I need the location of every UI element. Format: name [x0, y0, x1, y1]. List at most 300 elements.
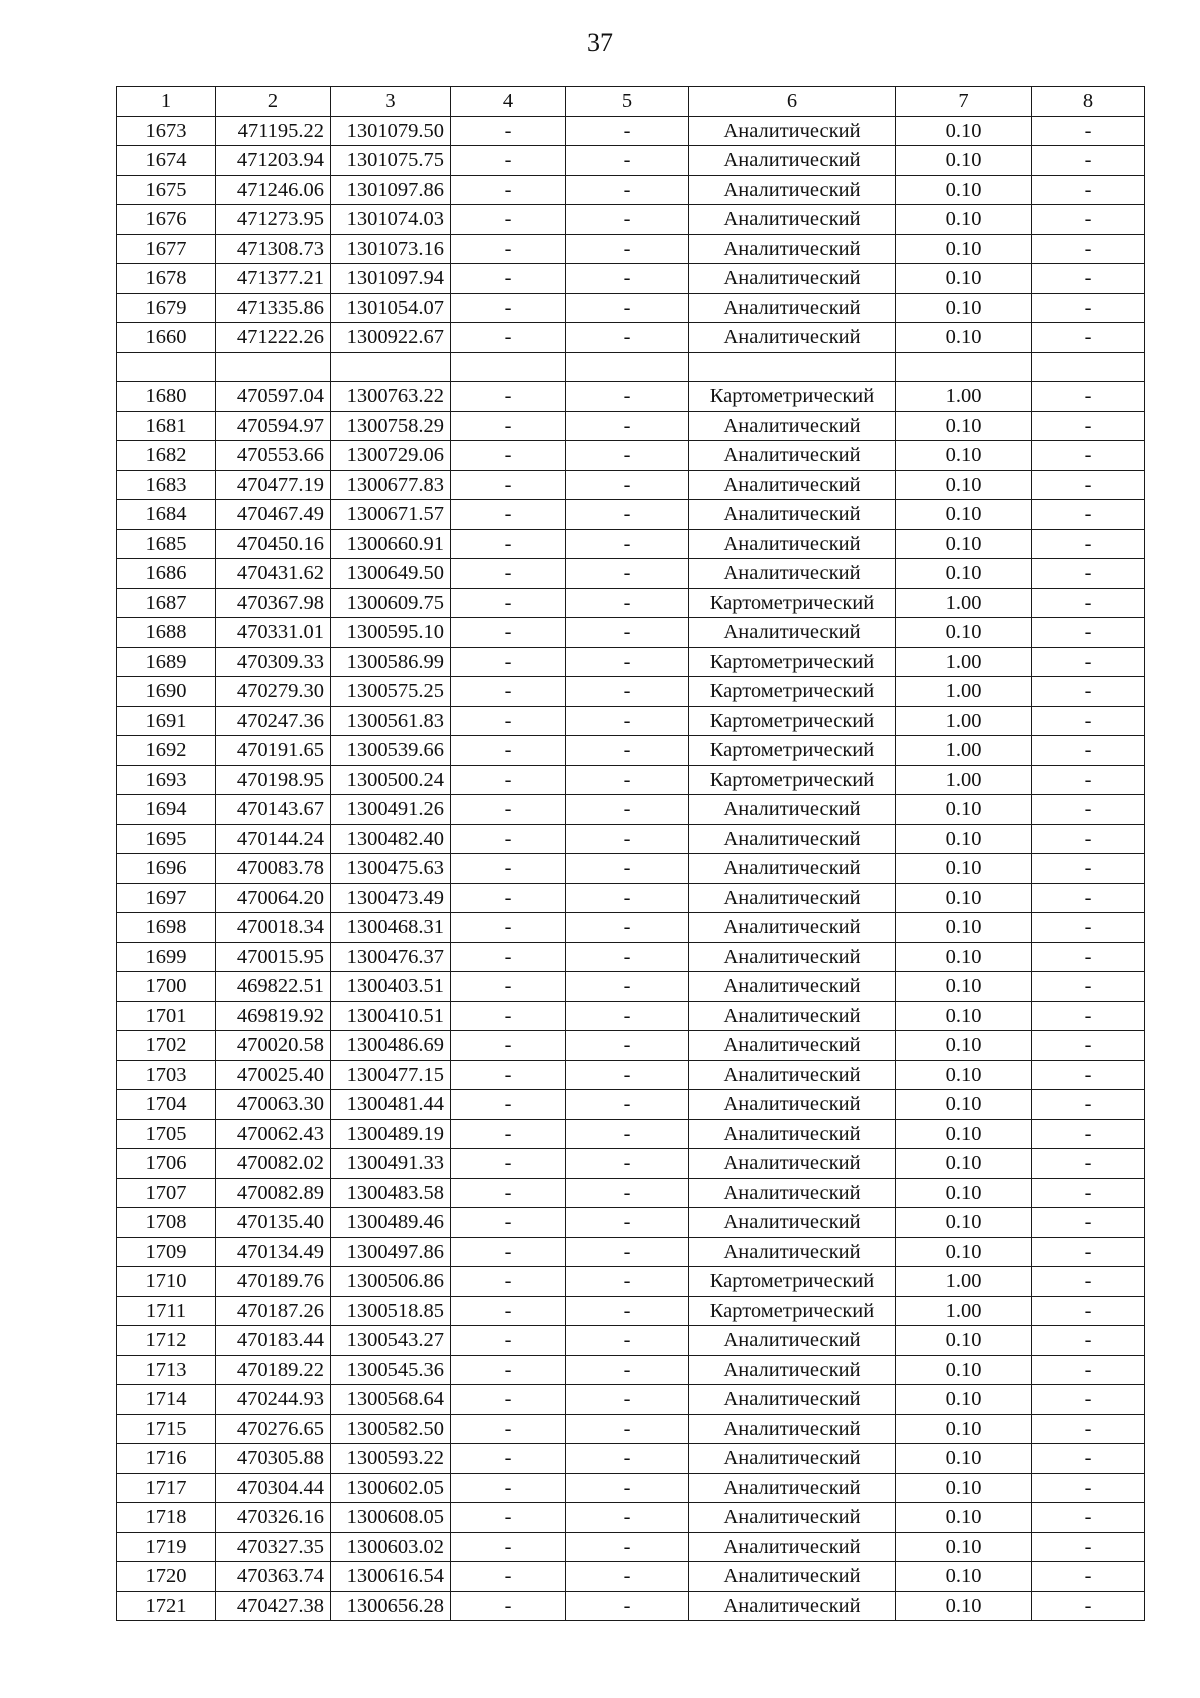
accuracy-cell: 0.10: [896, 883, 1032, 913]
point-number-cell: 1721: [117, 1591, 216, 1621]
accuracy-cell: 0.10: [896, 175, 1032, 205]
y-coordinate-cell: 1301097.94: [331, 264, 451, 294]
table-row: [117, 441, 1145, 471]
col5-cell: -: [566, 1296, 689, 1326]
col8-cell: [1032, 352, 1145, 382]
col4-cell: -: [451, 1591, 566, 1621]
y-coordinate-cell: 1300500.24: [331, 765, 451, 795]
col4-cell: -: [451, 677, 566, 707]
col4-cell: -: [451, 293, 566, 323]
col8-cell: -: [1032, 1503, 1145, 1533]
accuracy-cell: 0.10: [896, 323, 1032, 353]
y-coordinate-cell: 1300603.02: [331, 1532, 451, 1562]
col8-cell: -: [1032, 1326, 1145, 1356]
column-header: 7: [896, 87, 1032, 117]
col8-cell: -: [1032, 382, 1145, 412]
col4-cell: -: [451, 647, 566, 677]
col4-cell: -: [451, 1178, 566, 1208]
column-header: 3: [331, 87, 451, 117]
table-row: [117, 588, 1145, 618]
col8-cell: -: [1032, 1001, 1145, 1031]
col4-cell: -: [451, 1296, 566, 1326]
col5-cell: -: [566, 1031, 689, 1061]
col4-cell: -: [451, 1444, 566, 1474]
x-coordinate-cell: 470064.20: [216, 883, 331, 913]
col8-cell: -: [1032, 677, 1145, 707]
col5-cell: -: [566, 470, 689, 500]
point-number-cell: 1688: [117, 618, 216, 648]
col8-cell: -: [1032, 1178, 1145, 1208]
method-cell: Картометрический: [689, 647, 896, 677]
y-coordinate-cell: 1300489.19: [331, 1119, 451, 1149]
col4-cell: -: [451, 529, 566, 559]
x-coordinate-cell: 470134.49: [216, 1237, 331, 1267]
accuracy-cell: [896, 352, 1032, 382]
col4-cell: -: [451, 1414, 566, 1444]
method-cell: Аналитический: [689, 1414, 896, 1444]
y-coordinate-cell: 1300482.40: [331, 824, 451, 854]
column-header: 2: [216, 87, 331, 117]
accuracy-cell: 1.00: [896, 382, 1032, 412]
accuracy-cell: 0.10: [896, 116, 1032, 146]
col5-cell: -: [566, 736, 689, 766]
y-coordinate-cell: 1300410.51: [331, 1001, 451, 1031]
col8-cell: -: [1032, 264, 1145, 294]
table-row: [117, 765, 1145, 795]
x-coordinate-cell: 470144.24: [216, 824, 331, 854]
y-coordinate-cell: 1300518.85: [331, 1296, 451, 1326]
x-coordinate-cell: 471335.86: [216, 293, 331, 323]
method-cell: Аналитический: [689, 854, 896, 884]
col8-cell: -: [1032, 175, 1145, 205]
accuracy-cell: 0.10: [896, 854, 1032, 884]
col5-cell: -: [566, 1149, 689, 1179]
col8-cell: -: [1032, 470, 1145, 500]
method-cell: Аналитический: [689, 1385, 896, 1415]
accuracy-cell: 0.10: [896, 500, 1032, 530]
col4-cell: -: [451, 1267, 566, 1297]
method-cell: Аналитический: [689, 1562, 896, 1592]
y-coordinate-cell: 1300468.31: [331, 913, 451, 943]
table-row: [117, 1503, 1145, 1533]
accuracy-cell: 0.10: [896, 1414, 1032, 1444]
col8-cell: -: [1032, 588, 1145, 618]
col5-cell: -: [566, 677, 689, 707]
col5-cell: -: [566, 1503, 689, 1533]
x-coordinate-cell: 469822.51: [216, 972, 331, 1002]
col4-cell: -: [451, 1532, 566, 1562]
accuracy-cell: 0.10: [896, 1001, 1032, 1031]
y-coordinate-cell: 1300491.26: [331, 795, 451, 825]
point-number-cell: 1683: [117, 470, 216, 500]
table-row: [117, 146, 1145, 176]
point-number-cell: 1681: [117, 411, 216, 441]
accuracy-cell: 1.00: [896, 706, 1032, 736]
y-coordinate-cell: 1300539.66: [331, 736, 451, 766]
col4-cell: -: [451, 706, 566, 736]
col4-cell: -: [451, 1355, 566, 1385]
col4-cell: -: [451, 441, 566, 471]
accuracy-cell: 0.10: [896, 411, 1032, 441]
col4-cell: -: [451, 500, 566, 530]
y-coordinate-cell: 1300729.06: [331, 441, 451, 471]
table-row: [117, 1060, 1145, 1090]
x-coordinate-cell: 470135.40: [216, 1208, 331, 1238]
point-number-cell: 1701: [117, 1001, 216, 1031]
accuracy-cell: 0.10: [896, 205, 1032, 235]
col4-cell: -: [451, 1119, 566, 1149]
y-coordinate-cell: 1300486.69: [331, 1031, 451, 1061]
col5-cell: -: [566, 175, 689, 205]
point-number-cell: 1709: [117, 1237, 216, 1267]
col5-cell: -: [566, 323, 689, 353]
method-cell: Аналитический: [689, 175, 896, 205]
col4-cell: -: [451, 382, 566, 412]
col8-cell: -: [1032, 1060, 1145, 1090]
col8-cell: -: [1032, 1119, 1145, 1149]
point-number-cell: 1699: [117, 942, 216, 972]
table-row: [117, 1149, 1145, 1179]
col4-cell: -: [451, 559, 566, 589]
point-number-cell: 1714: [117, 1385, 216, 1415]
y-coordinate-cell: 1300609.75: [331, 588, 451, 618]
accuracy-cell: 0.10: [896, 529, 1032, 559]
col8-cell: -: [1032, 1414, 1145, 1444]
accuracy-cell: 0.10: [896, 972, 1032, 1002]
accuracy-cell: 0.10: [896, 1090, 1032, 1120]
col5-cell: -: [566, 1267, 689, 1297]
x-coordinate-cell: 471246.06: [216, 175, 331, 205]
y-coordinate-cell: 1300595.10: [331, 618, 451, 648]
table-row: [117, 1178, 1145, 1208]
x-coordinate-cell: 470189.22: [216, 1355, 331, 1385]
accuracy-cell: 0.10: [896, 1385, 1032, 1415]
y-coordinate-cell: 1301074.03: [331, 205, 451, 235]
col8-cell: -: [1032, 1237, 1145, 1267]
method-cell: Аналитический: [689, 264, 896, 294]
method-cell: Аналитический: [689, 116, 896, 146]
table-row: [117, 706, 1145, 736]
x-coordinate-cell: 470063.30: [216, 1090, 331, 1120]
col8-cell: -: [1032, 500, 1145, 530]
point-number-cell: 1705: [117, 1119, 216, 1149]
method-cell: Аналитический: [689, 1031, 896, 1061]
col8-cell: -: [1032, 1149, 1145, 1179]
col4-cell: -: [451, 736, 566, 766]
col8-cell: -: [1032, 1444, 1145, 1474]
col8-cell: -: [1032, 1208, 1145, 1238]
method-cell: Аналитический: [689, 1001, 896, 1031]
accuracy-cell: 0.10: [896, 942, 1032, 972]
y-coordinate-cell: 1301097.86: [331, 175, 451, 205]
x-coordinate-cell: [216, 352, 331, 382]
point-number-cell: 1695: [117, 824, 216, 854]
col5-cell: -: [566, 1237, 689, 1267]
y-coordinate-cell: 1300403.51: [331, 972, 451, 1002]
y-coordinate-cell: 1300543.27: [331, 1326, 451, 1356]
accuracy-cell: 0.10: [896, 1178, 1032, 1208]
accuracy-cell: 0.10: [896, 1355, 1032, 1385]
method-cell: Картометрический: [689, 1296, 896, 1326]
point-number-cell: 1689: [117, 647, 216, 677]
y-coordinate-cell: 1300763.22: [331, 382, 451, 412]
col8-cell: -: [1032, 146, 1145, 176]
table-row: [117, 1208, 1145, 1238]
y-coordinate-cell: 1300922.67: [331, 323, 451, 353]
col5-cell: -: [566, 559, 689, 589]
col4-cell: -: [451, 1473, 566, 1503]
point-number-cell: [117, 352, 216, 382]
table-row: [117, 618, 1145, 648]
y-coordinate-cell: 1300602.05: [331, 1473, 451, 1503]
table-row: [117, 470, 1145, 500]
table-row: [117, 1031, 1145, 1061]
point-number-cell: 1687: [117, 588, 216, 618]
y-coordinate-cell: 1300677.83: [331, 470, 451, 500]
col5-cell: -: [566, 706, 689, 736]
y-coordinate-cell: 1300649.50: [331, 559, 451, 589]
y-coordinate-cell: 1300575.25: [331, 677, 451, 707]
col8-cell: -: [1032, 1355, 1145, 1385]
col8-cell: -: [1032, 706, 1145, 736]
col5-cell: [566, 352, 689, 382]
y-coordinate-cell: 1300497.86: [331, 1237, 451, 1267]
point-number-cell: 1679: [117, 293, 216, 323]
accuracy-cell: 1.00: [896, 765, 1032, 795]
x-coordinate-cell: 470427.38: [216, 1591, 331, 1621]
y-coordinate-cell: 1301073.16: [331, 234, 451, 264]
accuracy-cell: 1.00: [896, 1267, 1032, 1297]
y-coordinate-cell: 1300568.64: [331, 1385, 451, 1415]
col8-cell: -: [1032, 1385, 1145, 1415]
method-cell: Аналитический: [689, 1090, 896, 1120]
x-coordinate-cell: 471273.95: [216, 205, 331, 235]
y-coordinate-cell: 1300608.05: [331, 1503, 451, 1533]
x-coordinate-cell: 470467.49: [216, 500, 331, 530]
col8-cell: -: [1032, 293, 1145, 323]
col5-cell: -: [566, 1444, 689, 1474]
method-cell: Картометрический: [689, 765, 896, 795]
col8-cell: -: [1032, 765, 1145, 795]
accuracy-cell: 0.10: [896, 264, 1032, 294]
col8-cell: -: [1032, 1532, 1145, 1562]
table-row: [117, 1355, 1145, 1385]
y-coordinate-cell: 1300593.22: [331, 1444, 451, 1474]
method-cell: Аналитический: [689, 1149, 896, 1179]
col5-cell: -: [566, 1591, 689, 1621]
accuracy-cell: 0.10: [896, 559, 1032, 589]
accuracy-cell: 0.10: [896, 1031, 1032, 1061]
accuracy-cell: 1.00: [896, 588, 1032, 618]
x-coordinate-cell: 470327.35: [216, 1532, 331, 1562]
x-coordinate-cell: 470189.76: [216, 1267, 331, 1297]
col5-cell: -: [566, 824, 689, 854]
col5-cell: -: [566, 1532, 689, 1562]
col8-cell: -: [1032, 854, 1145, 884]
y-coordinate-cell: 1300561.83: [331, 706, 451, 736]
x-coordinate-cell: 470363.74: [216, 1562, 331, 1592]
col5-cell: -: [566, 854, 689, 884]
table-row: [117, 529, 1145, 559]
col5-cell: -: [566, 146, 689, 176]
col5-cell: -: [566, 529, 689, 559]
y-coordinate-cell: [331, 352, 451, 382]
method-cell: Аналитический: [689, 1178, 896, 1208]
col8-cell: -: [1032, 441, 1145, 471]
col4-cell: -: [451, 1326, 566, 1356]
col4-cell: -: [451, 411, 566, 441]
accuracy-cell: 0.10: [896, 913, 1032, 943]
col8-cell: -: [1032, 1473, 1145, 1503]
col4-cell: -: [451, 1060, 566, 1090]
column-header: 4: [451, 87, 566, 117]
method-cell: Картометрический: [689, 736, 896, 766]
method-cell: Аналитический: [689, 411, 896, 441]
col5-cell: -: [566, 264, 689, 294]
x-coordinate-cell: 470020.58: [216, 1031, 331, 1061]
table-row: [117, 1001, 1145, 1031]
col4-cell: -: [451, 883, 566, 913]
y-coordinate-cell: 1300656.28: [331, 1591, 451, 1621]
y-coordinate-cell: 1300758.29: [331, 411, 451, 441]
x-coordinate-cell: 470025.40: [216, 1060, 331, 1090]
x-coordinate-cell: 470331.01: [216, 618, 331, 648]
table-row: [117, 677, 1145, 707]
accuracy-cell: 0.10: [896, 1208, 1032, 1238]
col4-cell: [451, 352, 566, 382]
col5-cell: -: [566, 1178, 689, 1208]
col4-cell: -: [451, 1001, 566, 1031]
col4-cell: -: [451, 588, 566, 618]
col5-cell: -: [566, 500, 689, 530]
point-number-cell: 1676: [117, 205, 216, 235]
x-coordinate-cell: 470553.66: [216, 441, 331, 471]
col8-cell: -: [1032, 529, 1145, 559]
col4-cell: -: [451, 913, 566, 943]
table-row: [117, 205, 1145, 235]
col4-cell: -: [451, 1562, 566, 1592]
y-coordinate-cell: 1301075.75: [331, 146, 451, 176]
col8-cell: -: [1032, 618, 1145, 648]
accuracy-cell: 0.10: [896, 1326, 1032, 1356]
method-cell: Аналитический: [689, 1473, 896, 1503]
method-cell: Картометрический: [689, 588, 896, 618]
method-cell: Аналитический: [689, 913, 896, 943]
method-cell: Аналитический: [689, 972, 896, 1002]
x-coordinate-cell: 470187.26: [216, 1296, 331, 1326]
col5-cell: -: [566, 441, 689, 471]
col4-cell: -: [451, 146, 566, 176]
method-cell: Картометрический: [689, 677, 896, 707]
x-coordinate-cell: 470276.65: [216, 1414, 331, 1444]
accuracy-cell: 0.10: [896, 824, 1032, 854]
y-coordinate-cell: 1300481.44: [331, 1090, 451, 1120]
x-coordinate-cell: 470309.33: [216, 647, 331, 677]
col5-cell: -: [566, 1414, 689, 1444]
col4-cell: -: [451, 618, 566, 648]
point-number-cell: 1702: [117, 1031, 216, 1061]
x-coordinate-cell: 470082.89: [216, 1178, 331, 1208]
table-row: [117, 1119, 1145, 1149]
x-coordinate-cell: 471308.73: [216, 234, 331, 264]
coordinates-table: [116, 86, 1145, 1621]
table-row: [117, 1267, 1145, 1297]
accuracy-cell: 1.00: [896, 647, 1032, 677]
accuracy-cell: 1.00: [896, 1296, 1032, 1326]
table-row: [117, 854, 1145, 884]
col4-cell: -: [451, 942, 566, 972]
y-coordinate-cell: 1300671.57: [331, 500, 451, 530]
x-coordinate-cell: 470183.44: [216, 1326, 331, 1356]
accuracy-cell: 0.10: [896, 618, 1032, 648]
y-coordinate-cell: 1300586.99: [331, 647, 451, 677]
table-row: [117, 1591, 1145, 1621]
method-cell: Аналитический: [689, 470, 896, 500]
y-coordinate-cell: 1300473.49: [331, 883, 451, 913]
y-coordinate-cell: 1300616.54: [331, 1562, 451, 1592]
point-number-cell: 1674: [117, 146, 216, 176]
x-coordinate-cell: 470594.97: [216, 411, 331, 441]
col5-cell: -: [566, 116, 689, 146]
point-number-cell: 1707: [117, 1178, 216, 1208]
point-number-cell: 1660: [117, 323, 216, 353]
col5-cell: -: [566, 1562, 689, 1592]
col5-cell: -: [566, 1355, 689, 1385]
x-coordinate-cell: 470143.67: [216, 795, 331, 825]
point-number-cell: 1715: [117, 1414, 216, 1444]
point-number-cell: 1697: [117, 883, 216, 913]
col5-cell: -: [566, 913, 689, 943]
col4-cell: -: [451, 795, 566, 825]
col5-cell: -: [566, 205, 689, 235]
x-coordinate-cell: 470083.78: [216, 854, 331, 884]
method-cell: Аналитический: [689, 323, 896, 353]
y-coordinate-cell: 1300660.91: [331, 529, 451, 559]
table-row: [117, 1090, 1145, 1120]
table-row: [117, 559, 1145, 589]
method-cell: [689, 352, 896, 382]
accuracy-cell: 0.10: [896, 795, 1032, 825]
point-number-cell: 1703: [117, 1060, 216, 1090]
table-row: [117, 264, 1145, 294]
method-cell: Аналитический: [689, 500, 896, 530]
method-cell: Аналитический: [689, 1326, 896, 1356]
method-cell: Аналитический: [689, 1208, 896, 1238]
method-cell: Аналитический: [689, 1444, 896, 1474]
table-row: [117, 913, 1145, 943]
col4-cell: -: [451, 116, 566, 146]
method-cell: Картометрический: [689, 382, 896, 412]
method-cell: Аналитический: [689, 1355, 896, 1385]
point-number-cell: 1704: [117, 1090, 216, 1120]
y-coordinate-cell: 1300475.63: [331, 854, 451, 884]
col4-cell: -: [451, 1208, 566, 1238]
column-header: 5: [566, 87, 689, 117]
col5-cell: -: [566, 1208, 689, 1238]
col8-cell: -: [1032, 795, 1145, 825]
point-number-cell: 1710: [117, 1267, 216, 1297]
col8-cell: -: [1032, 824, 1145, 854]
x-coordinate-cell: 470450.16: [216, 529, 331, 559]
accuracy-cell: 0.10: [896, 1503, 1032, 1533]
method-cell: Аналитический: [689, 1060, 896, 1090]
point-number-cell: 1680: [117, 382, 216, 412]
col8-cell: -: [1032, 1090, 1145, 1120]
table-row: [117, 1414, 1145, 1444]
x-coordinate-cell: 470279.30: [216, 677, 331, 707]
point-number-cell: 1698: [117, 913, 216, 943]
method-cell: Картометрический: [689, 1267, 896, 1297]
